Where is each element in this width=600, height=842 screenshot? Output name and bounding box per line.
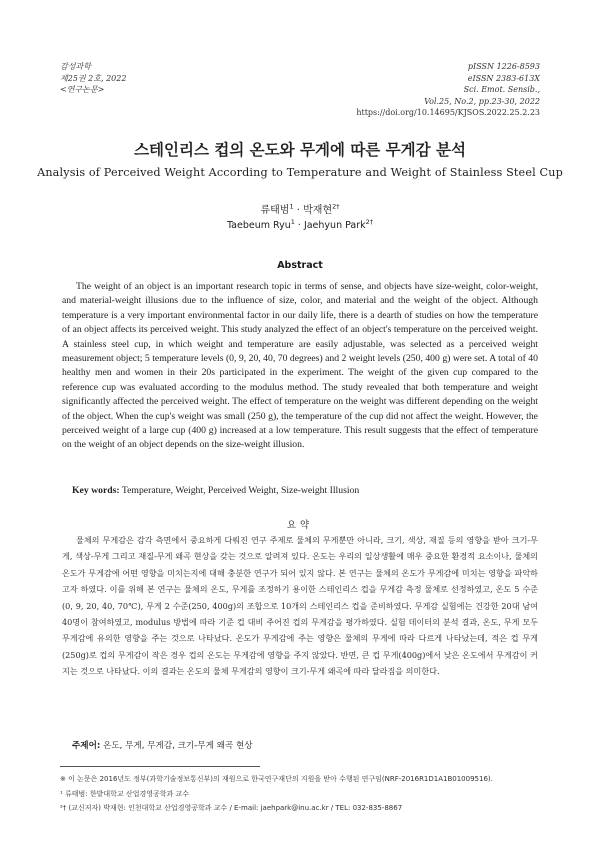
journal-header-left	[60, 61, 126, 96]
paper-title-english: Analysis of Perceived Weight According to Temperature and Weight of Stainless Steel Cup	[37, 166, 563, 179]
author-1-footnote: ¹ 류태범: 한밭대학교 산업경영공학과 교수	[60, 789, 190, 798]
keywords-korean-line	[72, 739, 253, 751]
keywords-label: Key words:	[72, 485, 120, 496]
article-type: <연구논문>	[60, 85, 105, 94]
citation: Vol.25, No.2, pp.23-30, 2022	[424, 96, 540, 106]
keywords-line	[72, 485, 542, 496]
author-2-name-en: Jaehyun Park	[303, 220, 366, 231]
journal-abbrev: Sci. Emot. Sensib.,	[463, 85, 540, 94]
korean-summary-text: 물체의 무게감은 감각 측면에서 중요하게 다뤄진 연구 주제로 물체의 무게뿐만 아니라, 크기, 색상, 재질 등의 영향을 받아 크기-무게, 색상-무게 그리고 재질-무게 왜곡 현상을 갖는 것으로 알려져 있다. 온도는 우리의 일상생활에 매우 중요한 환경적 요소이나, 물체의 온도가 무게감에 어떤 영향을 미치는지에 대해 충분한 연구가 되어 있지 않다. 본 연구는 물체의 온도가 무게감에 미치는 영향을 파악하고자 하였다. 이를 위해 본 연구는 물체의 온도, 무게를 조정하기 용이한 스테인리스 컵을 무게감 측정 물체로 선정하였고, 온도 5 수준(0, 9, 20, 40, 70℃), 무게 2 수준(250, 400g)의 조합으로 10개의 스테인리스 컵을 준비하였다. 무게감 실험에는 건강한 20대 남여 40명이 참여하였고, modulus 방법에 따라 기준 컵 대비 주어진 컵의 무게감을 평가하였다. 실험 데이터의 분석 결과, 온도, 무게 모두 무게감에 유의한 영향을 주는 것으로 나타났다. 온도가 무게감에 주는 영향은 물체의 무게에 따라 다르게 나타났는데, 적은 컵 무게(250g)로 컵의 무게감이 작은 경우 컵의 온도는 무게감에 영향을 주지 않았다. 반면, 큰 컵 무게(400g)에서 낮은 온도에서 무게감이 커지는 것으로 나타났다. 이의 결과는 온도의 물체 무게감의 영향이 크기-무게 왜곡에 따라 달라짐을 의미한다.	[62, 535, 538, 677]
author-2-name-ko: 박재현	[303, 205, 333, 216]
authors-english	[0, 217, 600, 231]
authors-korean	[0, 201, 600, 216]
journal-name: 감성과학	[60, 62, 91, 71]
author-1-name-ko: 류태범	[260, 205, 290, 216]
author-2-affil-ko: 2†	[332, 202, 340, 211]
keywords-korean-label: 주제어:	[72, 741, 101, 751]
footnote-divider	[60, 766, 260, 767]
funding-footnote: ※ 이 논문은 2016년도 정부(과학기술정보통신부)의 재원으로 한국연구재단의 지원을 받아 수행된 연구임(NRF-2016R1D1A1B01009516).	[60, 775, 493, 783]
abstract-text: The weight of an object is an important research topic in terms of sense, and objects have size-weight, color-weight, and material-weight illusions due to the influence of size, color, and material and the weight of the object. Although temperature is a very important environmental factor in our daily life, there is a dearth of studies on how the temperature of an object affects its perceived weight. This study analyzed the effect of an object's temperature on the perceived weight. A stainless steel cup, in which weight and temperature are easily adjustable, was selected as a perceived weight measurement object; 5 temperature levels (0, 9, 20, 40, 70 degrees) and 2 weight levels (250, 400 g) were set. A total of 40 healthy men and women in their 20s participated in the experiment. The weight of the given cup compared to the reference cup was evaluated according to the modulus method. The study revealed that both temperature and weight significantly affected the perceived weight. The effect of temperature on the weight was different depending on the weight of the object. When the cup's weight was small (250 g), the temperature of the cup did not affect the weight. However, the perceived weight of a large cup (400 g) increased at a low temperature. This result suggests that the effect of temperature on the weight of an object depends on the size-weight illusion.	[62, 281, 538, 451]
author-1-name-en: Taebeum Ryu	[226, 220, 291, 231]
korean-summary-heading: 요약	[286, 520, 314, 531]
journal-volume: 제25권 2호, 2022	[60, 73, 127, 83]
abstract-heading: Abstract	[277, 260, 323, 271]
paper-title-korean: 스테인리스 컵의 온도와 무게에 따른 무게감 분석	[134, 141, 466, 159]
eissn: eISSN 2383-613X	[467, 73, 540, 83]
author-separator: ·	[294, 220, 304, 231]
journal-header-right	[356, 61, 540, 119]
pissn: pISSN 1226-8593	[467, 62, 540, 71]
keywords-korean-text: 온도, 무게, 무게감, 크기-무게 왜곡 현상	[103, 741, 253, 751]
author-separator: ·	[293, 205, 304, 216]
author-1-affil-en: 1	[290, 217, 295, 226]
doi-link[interactable]: https://doi.org/10.14695/KJSOS.2022.25.2.23	[356, 108, 540, 117]
corresponding-author-footnote: ²† (교신저자) 박재현: 인천대학교 산업경영공학과 교수 / E-mail: jaehpark@inu.ac.kr / TEL: 032-835-8867	[60, 804, 403, 812]
author-1-affil-ko: 1	[289, 202, 294, 211]
footnotes	[60, 772, 540, 816]
author-2-affil-en: 2†	[365, 217, 374, 226]
keywords-text: Temperature, Weight, Perceived Weight, Size-weight Illusion	[121, 485, 360, 496]
